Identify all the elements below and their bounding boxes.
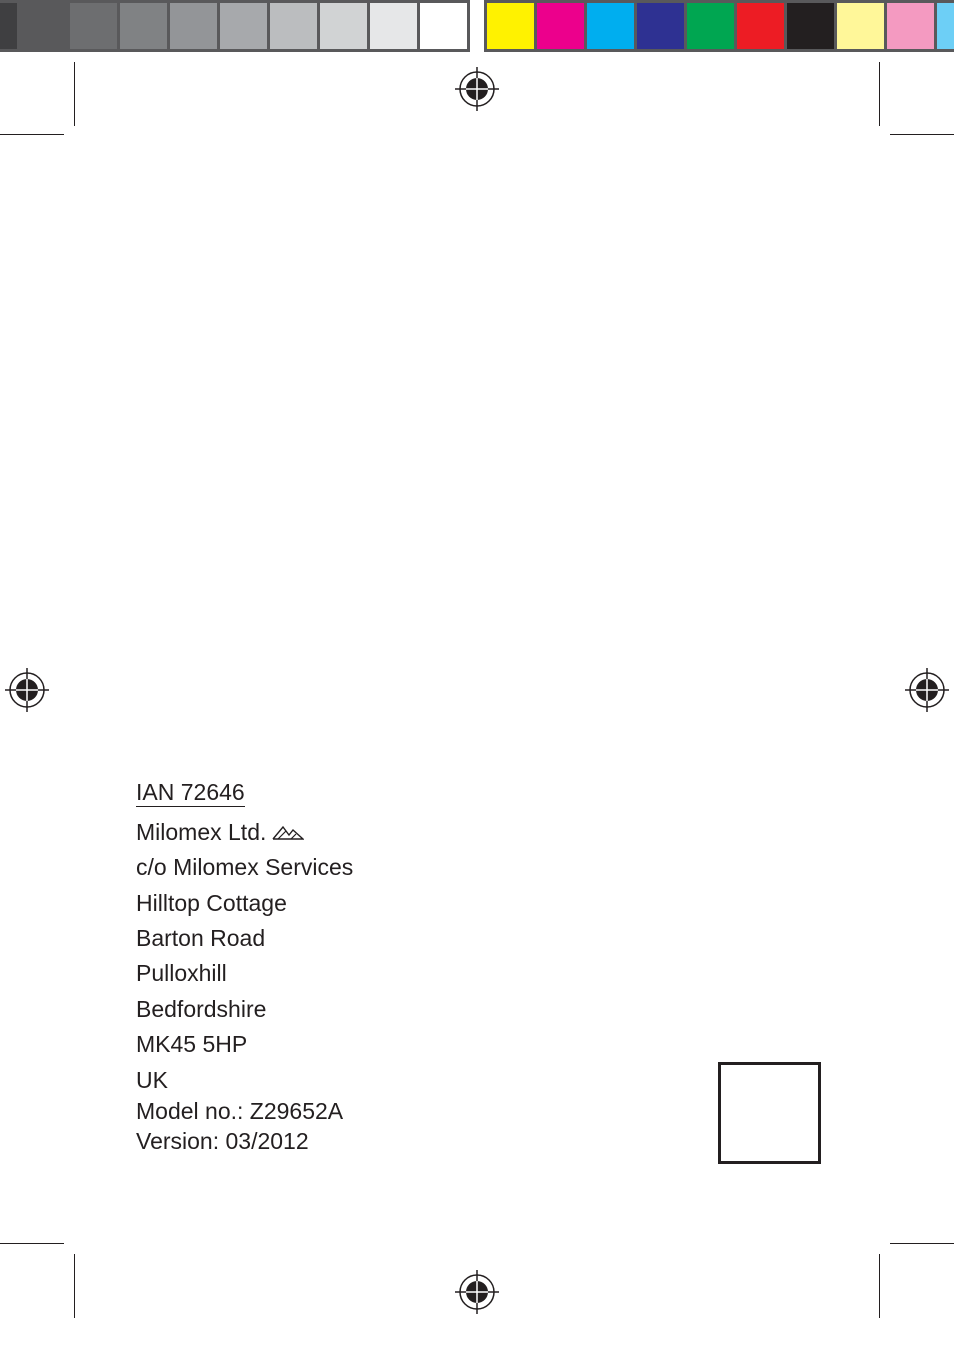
gray-swatch (170, 3, 217, 49)
color-swatch (937, 3, 954, 49)
gray-swatch (270, 3, 317, 49)
crop-mark (0, 134, 64, 135)
crop-mark (890, 1243, 954, 1244)
model-number: Model no.: Z29652A (136, 1098, 344, 1124)
gray-swatch (120, 3, 167, 49)
color-swatch (687, 3, 734, 49)
grayscale-bar (0, 0, 470, 52)
address-line: MK45 5HP (136, 1031, 248, 1057)
crop-mark (879, 62, 880, 126)
registration-mark-icon (5, 668, 49, 712)
crop-mark (74, 1254, 75, 1318)
color-swatch (637, 3, 684, 49)
gray-swatch (0, 3, 17, 49)
address-line: Barton Road (136, 925, 266, 951)
color-swatch-bar (484, 0, 954, 52)
color-swatch (587, 3, 634, 49)
company-name: Milomex Ltd. (136, 819, 267, 845)
registration-mark-icon (455, 67, 499, 111)
gray-swatch (370, 3, 417, 49)
gray-swatch (320, 3, 367, 49)
address-line: Pulloxhill (136, 960, 227, 986)
address-line: Bedfordshire (136, 996, 267, 1022)
version-date: Version: 03/2012 (136, 1128, 309, 1154)
color-swatch (887, 3, 934, 49)
ian-number: IAN 72646 (136, 779, 245, 805)
crop-mark (74, 62, 75, 126)
address-line: UK (136, 1067, 168, 1093)
registration-mark-icon (905, 668, 949, 712)
gray-swatch (420, 3, 467, 49)
registration-mark-icon (455, 1270, 499, 1314)
empty-label-box (718, 1062, 821, 1164)
company-name-line (136, 818, 304, 846)
color-swatch (787, 3, 834, 49)
address-line: c/o Milomex Services (136, 854, 354, 880)
crop-mark (0, 1243, 64, 1244)
gray-swatch (220, 3, 267, 49)
color-swatch (487, 3, 534, 49)
gray-swatch (70, 3, 117, 49)
color-swatch (837, 3, 884, 49)
crop-mark (879, 1254, 880, 1318)
color-swatch (537, 3, 584, 49)
mountain-logo-icon (272, 824, 304, 840)
crop-mark (890, 134, 954, 135)
color-swatch (737, 3, 784, 49)
gray-swatch (20, 3, 67, 49)
address-line: Hilltop Cottage (136, 890, 287, 916)
